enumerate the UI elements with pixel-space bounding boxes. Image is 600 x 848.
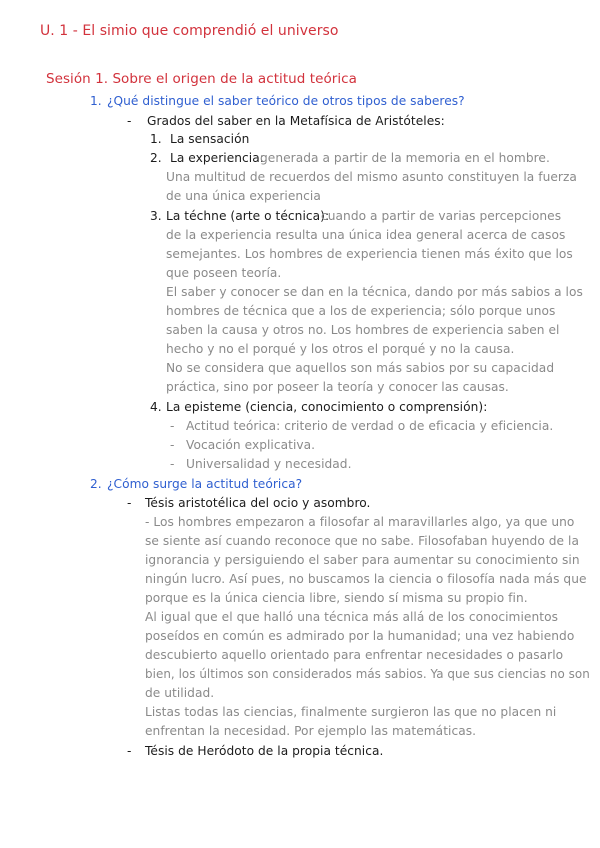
sub-bullet-dash: - <box>170 457 175 471</box>
thesis-aristotle: Tésis aristotélica del ocio y asombro. <box>145 496 371 510</box>
item-3-text: saben la causa y otros no. Los hombres de experiencia saben el <box>166 323 560 337</box>
bullet-dash: - <box>127 744 132 758</box>
thesis-body-line: Al igual que el que halló una técnica más allá de los conocimientos <box>145 610 558 624</box>
item-3-text: No se considera que aquellos son más sabios por su capacidad <box>166 361 555 375</box>
sub-bullet-dash: - <box>170 419 175 433</box>
bullet-dash: - <box>127 496 132 510</box>
item-3-text: cuando a partir de varias percepciones <box>321 209 562 223</box>
item-4-sub: Vocación explicativa. <box>186 438 316 452</box>
item-1-heading: La sensación <box>170 132 250 146</box>
thesis-body-line: poseídos en común es admirado por la humanidad; una vez habiendo <box>145 629 575 643</box>
thesis-body-line: bien, los últimos son considerados más sabios. Ya que sus ciencias no son <box>145 667 590 681</box>
thesis-body-line: de utilidad. <box>145 686 215 700</box>
thesis-body-line: se siente así cuando reconoce que no sabe. Filosofaban huyendo de la <box>145 534 579 548</box>
item-2-number: 2. <box>150 151 162 165</box>
question-2-text: ¿Cómo surge la actitud teórica? <box>107 477 303 491</box>
question-1-number: 1. <box>90 94 102 108</box>
item-2-text: de una única experiencia <box>166 189 321 203</box>
session-heading: Sesión 1. Sobre el origen de la actitud teórica <box>46 71 357 87</box>
item-3-text: hombres de técnica que a los de experiencia; sólo porque unos <box>166 304 556 318</box>
bullet-dash: - <box>127 114 132 128</box>
item-2-text: generada a partir de la memoria en el hombre. <box>260 151 550 165</box>
question-1-text: ¿Qué distingue el saber teórico de otros tipos de saberes? <box>107 94 465 108</box>
item-3-text: práctica, sino por poseer la teoría y conocer las causas. <box>166 380 509 394</box>
item-4-sub: Universalidad y necesidad. <box>186 457 352 471</box>
aristotle-intro: Grados del saber en la Metafísica de Aristóteles: <box>147 114 445 128</box>
item-3-number: 3. <box>150 209 162 223</box>
item-2-text: Una multitud de recuerdos del mismo asunto constituyen la fuerza <box>166 170 577 184</box>
sub-bullet-dash: - <box>170 438 175 452</box>
item-4-sub: Actitud teórica: criterio de verdad o de eficacia y eficiencia. <box>186 419 554 433</box>
thesis-body-line: ningún lucro. Así pues, no buscamos la ciencia o filosofía nada más que <box>145 572 587 586</box>
item-3-text: El saber y conocer se dan en la técnica, dando por más sabios a los <box>166 285 583 299</box>
question-2-number: 2. <box>90 477 102 491</box>
item-2-heading: La experiencia: <box>170 151 264 165</box>
item-3-text: semejantes. Los hombres de experiencia tienen más éxito que los <box>166 247 573 261</box>
page-title: U. 1 - El simio que comprendió el universo <box>40 23 339 39</box>
item-4-number: 4. <box>150 400 162 414</box>
item-1-number: 1. <box>150 132 162 146</box>
thesis-herodotus: Tésis de Heródoto de la propia técnica. <box>145 744 384 758</box>
item-3-text: hecho y no el porqué y los otros el porqué y no la causa. <box>166 342 515 356</box>
item-3-text: de la experiencia resulta una única idea general acerca de casos <box>166 228 566 242</box>
item-3-heading: La téchne (arte o técnica): <box>166 209 330 223</box>
item-3-text: que poseen teoría. <box>166 266 282 280</box>
thesis-body-line: porque es la única ciencia libre, siendo sí misma su propio fin. <box>145 591 528 605</box>
item-4-heading: La episteme (ciencia, conocimiento o comprensión): <box>166 400 488 414</box>
thesis-body-line: descubierto aquello orientado para enfrentar necesidades o pasarlo <box>145 648 564 662</box>
thesis-body-line: ignorancia y persiguiendo el saber para aumentar su conocimiento sin <box>145 553 580 567</box>
thesis-body-line: Listas todas las ciencias, finalmente surgieron las que no placen ni <box>145 705 557 719</box>
thesis-body-line: enfrentan la necesidad. Por ejemplo las matemáticas. <box>145 724 477 738</box>
thesis-body-line: - Los hombres empezaron a filosofar al maravillarles algo, ya que uno <box>145 515 575 529</box>
